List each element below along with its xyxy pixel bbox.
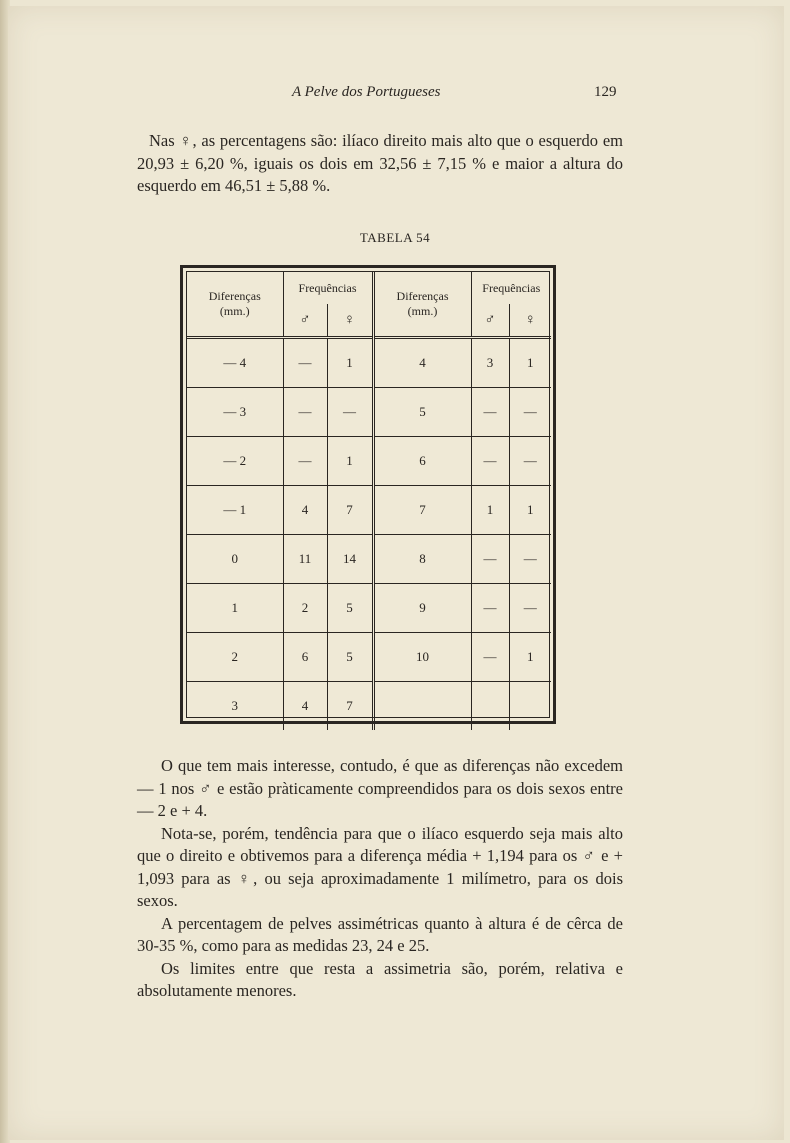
cell-female-frequency xyxy=(509,682,551,731)
header-differences-right xyxy=(373,272,471,338)
cell-female-frequency: 1 xyxy=(509,633,551,682)
cell-male-frequency: 4 xyxy=(283,682,327,731)
cell-male-frequency: — xyxy=(471,633,509,682)
header-female-symbol: ♀ xyxy=(524,311,536,328)
cell-male-frequency: — xyxy=(471,584,509,633)
cell-male-frequency: 6 xyxy=(283,633,327,682)
cell-difference: 9 xyxy=(373,584,471,633)
cell-difference: — 1 xyxy=(187,486,283,535)
cell-male-frequency: — xyxy=(471,388,509,437)
cell-male-frequency: 11 xyxy=(283,535,327,584)
table-row xyxy=(187,388,551,437)
header-frequencies-left: Frequências xyxy=(283,272,373,304)
cell-female-frequency: — xyxy=(509,388,551,437)
table-row xyxy=(187,338,551,388)
header-differences-label: Diferenças xyxy=(396,289,449,303)
cell-female-frequency: 1 xyxy=(509,338,551,388)
cell-difference: 10 xyxy=(373,633,471,682)
table-row xyxy=(187,633,551,682)
cell-female-frequency: 14 xyxy=(327,535,373,584)
cell-male-frequency: 2 xyxy=(283,584,327,633)
running-header xyxy=(0,84,790,104)
header-male-symbol: ♂ xyxy=(471,304,509,338)
cell-difference: 6 xyxy=(373,437,471,486)
table-title: TABELA 54 xyxy=(359,230,431,245)
cell-male-frequency: 4 xyxy=(283,486,327,535)
cell-difference: 8 xyxy=(373,535,471,584)
header-differences-label: Diferenças xyxy=(208,289,261,303)
frequency-table-frame xyxy=(180,265,556,724)
cell-difference: 5 xyxy=(373,388,471,437)
cell-difference: 0 xyxy=(187,535,283,584)
cell-difference: 1 xyxy=(187,584,283,633)
cell-male-frequency: — xyxy=(283,437,327,486)
cell-female-frequency: — xyxy=(509,535,551,584)
table-row xyxy=(187,584,551,633)
cell-male-frequency: — xyxy=(283,338,327,388)
cell-male-frequency: — xyxy=(471,437,509,486)
cell-female-frequency: 1 xyxy=(509,486,551,535)
cell-female-frequency: — xyxy=(509,437,551,486)
header-male-symbol: ♂ xyxy=(283,304,327,338)
cell-difference: — 3 xyxy=(187,388,283,437)
cell-female-frequency: 1 xyxy=(327,437,373,486)
paragraph-mean-difference: Nota-se, porém, tendência para que o ilíaco esquerdo seja mais alto que o direito e obtivemos para a diferença média + 1,194 para os ♂ e + 1,093 para as ♀, ou seja aproximadamente 1 milímetro, para os dois sexos. xyxy=(137,823,623,910)
cell-female-frequency: 1 xyxy=(327,338,373,388)
paragraph-differences: O que tem mais interesse, contudo, é que as diferenças não excedem — 1 nos ♂ e estão pràticamente compreendidos para os dois sexos entre — 2 e + 4. xyxy=(137,756,623,820)
header-differences-left xyxy=(187,272,283,338)
table-row xyxy=(187,535,551,584)
cell-female-frequency: 5 xyxy=(327,633,373,682)
paragraph-asymmetric-percentage: A percentagem de pelves assimétricas quanto à altura é de cêrca de 30-35 %, como para as medidas 23, 24 e 25. xyxy=(137,913,623,955)
cell-female-frequency: — xyxy=(327,388,373,437)
frequency-table xyxy=(187,272,551,730)
page-number: 129 xyxy=(594,84,617,100)
cell-male-frequency: — xyxy=(471,535,509,584)
cell-difference: 2 xyxy=(187,633,283,682)
cell-difference: — 4 xyxy=(187,338,283,388)
header-mm-label: (mm.) xyxy=(219,304,250,318)
cell-difference: 3 xyxy=(187,682,283,731)
frequency-table-inner-frame xyxy=(186,271,550,718)
running-title: A Pelve dos Portugueses xyxy=(292,84,441,100)
cell-male-frequency xyxy=(471,682,509,731)
table-row xyxy=(187,486,551,535)
table-row xyxy=(187,437,551,486)
cell-difference: 4 xyxy=(373,338,471,388)
cell-difference: — 2 xyxy=(187,437,283,486)
header-frequencies-right: Frequências xyxy=(482,280,541,295)
cell-female-frequency: 5 xyxy=(327,584,373,633)
cell-difference xyxy=(373,682,471,731)
table-row xyxy=(187,682,551,731)
cell-female-frequency: — xyxy=(509,584,551,633)
cell-difference: 7 xyxy=(373,486,471,535)
cell-male-frequency: 1 xyxy=(471,486,509,535)
header-mm-label: (mm.) xyxy=(407,304,438,318)
cell-male-frequency: — xyxy=(283,388,327,437)
cell-male-frequency: 3 xyxy=(471,338,509,388)
text-block-bottom xyxy=(137,755,623,1003)
cell-female-frequency: 7 xyxy=(327,486,373,535)
cell-female-frequency: 7 xyxy=(327,682,373,731)
paragraph-asymmetry-limits: Os limites entre que resta a assimetria são, porém, relativa e absolutamente menores. xyxy=(137,958,623,1000)
header-female-symbol: ♀ xyxy=(327,304,373,338)
paragraph-female-percentages: Nas ♀, as percentagens são: ilíaco direito mais alto que o esquerdo em 20,93 ± 6,20 %, iguais os dois em 32,56 ± 7,15 % e maior a altura do esquerdo em 46,51 ± 5,88 %. xyxy=(137,131,623,195)
